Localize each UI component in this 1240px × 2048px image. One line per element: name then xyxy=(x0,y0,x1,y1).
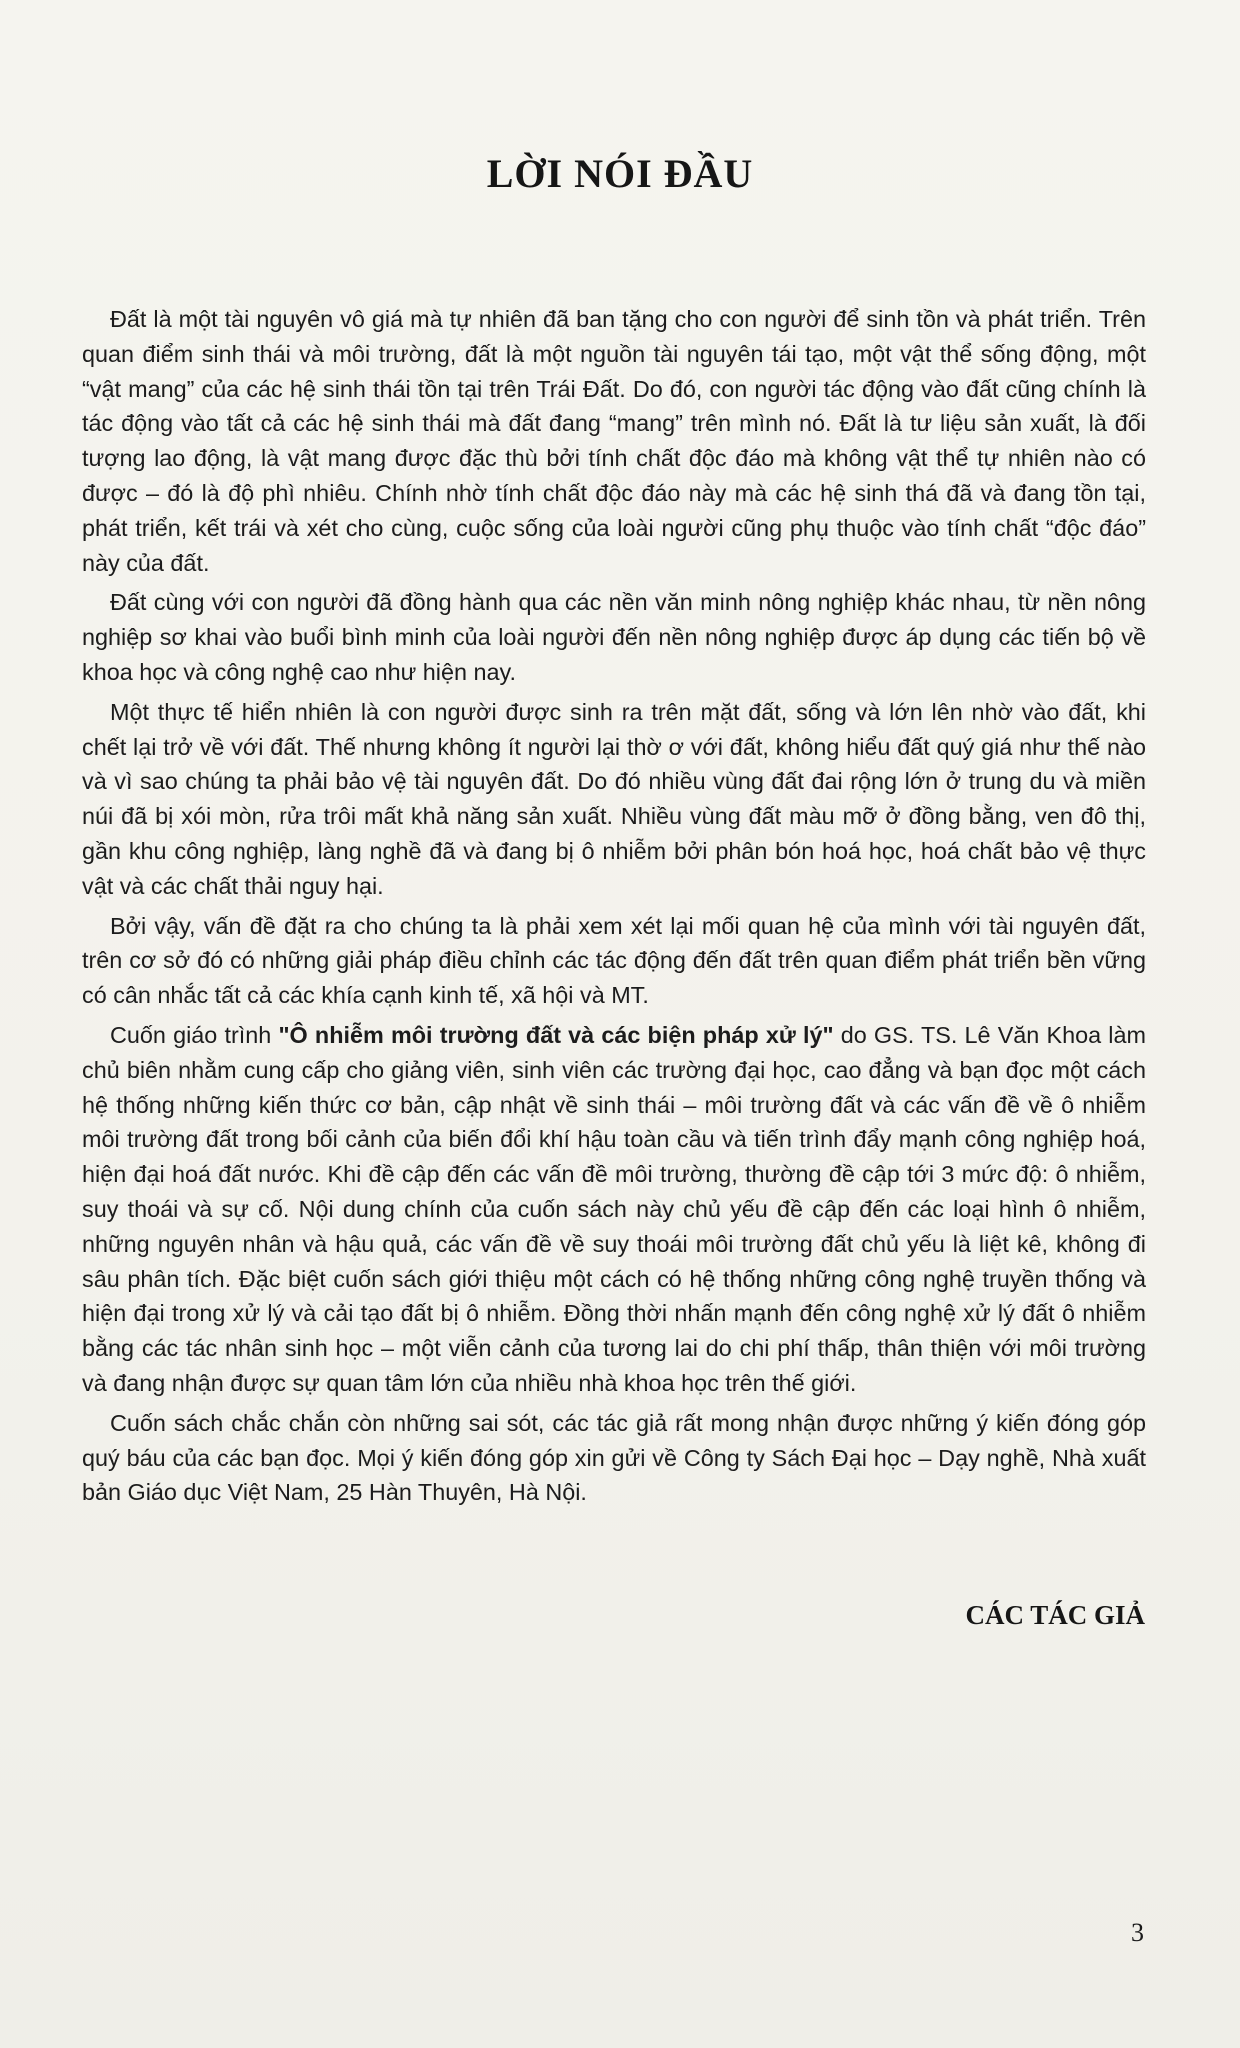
paragraph-3: Một thực tế hiển nhiên là con người được sinh ra trên mặt đất, sống và lớn lên nhờ vào đất, khi chết lại trở về với đất. Thế nhưng không ít người lại thờ ơ với đất, không hiểu đất quý giá như thế nào và vì sao chúng ta phải bảo vệ tài nguyên đất. Do đó nhiều vùng đất đai rộng lớn ở trung du và miền núi đã bị xói mòn, rửa trôi mất khả năng sản xuất. Nhiều vùng đất màu mỡ ở đồng bằng, ven đô thị, gần khu công nghiệp, làng nghề đã và đang bị ô nhiễm bởi phân bón hoá học, hoá chất bảo vệ thực vật và các chất thải nguy hại. xyxy=(82,698,1146,899)
book-title: "Ô nhiễm môi trường đất và các biện pháp xử lý" xyxy=(278,1021,834,1048)
paragraph-1: Đất là một tài nguyên vô giá mà tự nhiên đã ban tặng cho con người để sinh tồn và phát triển. Trên quan điểm sinh thái và môi trường, đất là một nguồn tài nguyên tái tạo, một vật thể sống động, một “vật mang” của các hệ sinh thái tồn tại trên Trái Đất. Do đó, con người tác động vào đất cũng chính là tác động vào tất cả các hệ sinh thái mà đất đang “mang” trên mình nó. Đất là tư liệu sản xuất, là đối tượng lao động, là vật mang được đặc thù bởi tính chất độc đáo mà không vật thể tự nhiên nào có được – đó là độ phì nhiêu. Chính nhờ tính chất độc đáo này mà các hệ sinh thá đã và đang tồn tại, phát triển, kết trái và xét cho cùng, cuộc sống của loài người cũng phụ thuộc vào tính chất “độc đáo” này của đất. xyxy=(82,306,1146,576)
authors-signature: CÁC TÁC GIẢ xyxy=(965,1600,1145,1630)
paragraph-6: Cuốn sách chắc chắn còn những sai sót, các tác giả rất mong nhận được những ý kiến đóng góp quý báu của các bạn đọc. Mọi ý kiến đóng góp xin gửi về Công ty Sách Đại học – Dạy nghề, Nhà xuất bản Giáo dục Việt Nam, 25 Hàn Thuyên, Hà Nội. xyxy=(82,1409,1146,1506)
paragraph-5 xyxy=(82,1018,1146,1401)
page-title: LỜI NÓI ĐẦU xyxy=(486,151,754,196)
paragraph-5-intro: Cuốn giáo trình xyxy=(110,1021,279,1048)
paragraph-4: Bởi vậy, vấn đề đặt ra cho chúng ta là phải xem xét lại mối quan hệ của mình với tài nguyên đất, trên cơ sở đó có những giải pháp điều chỉnh các tác động đến đất trên quan điểm phát triển bền vững có cân nhắc tất cả các khía cạnh kinh tế, xã hội và MT. xyxy=(82,912,1146,1009)
page-number: 3 xyxy=(1131,1918,1144,1947)
preface-body xyxy=(82,302,1146,1515)
paragraph-5-rest: do GS. TS. Lê Văn Khoa làm chủ biên nhằm cung cấp cho giảng viên, sinh viên các trường đại học, cao đẳng và bạn đọc một cách hệ thống những kiến thức cơ bản, cập nhật về sinh thái – môi trường đất và các vấn đề về ô nhiễm môi trường đất trong bối cảnh của biến đổi khí hậu toàn cầu và tiến trình đẩy mạnh công nghiệp hoá, hiện đại hoá đất nước. Khi đề cập đến các vấn đề môi trường, thường đề cập tới 3 mức độ: ô nhiễm, suy thoái và sự cố. Nội dung chính của cuốn sách này chủ yếu đề cập đến các loại hình ô nhiễm, những nguyên nhân và hậu quả, các vấn đề về suy thoái môi trường đất chủ yếu là liệt kê, không đi sâu phân tích. Đặc biệt cuốn sách giới thiệu một cách có hệ thống những công nghệ truyền thống và hiện đại trong xử lý và cải tạo đất bị ô nhiễm. Đồng thời nhấn mạnh đến công nghệ xử lý đất ô nhiễm bằng các tác nhân sinh học – một viễn cảnh của tương lai do chi phí thấp, thân thiện với môi trường và đang nhận được sự quan tâm lớn của nhiều nhà khoa học trên thế giới. xyxy=(82,1021,1146,1396)
paragraph-2: Đất cùng với con người đã đồng hành qua các nền văn minh nông nghiệp khác nhau, từ nền nông nghiệp sơ khai vào buổi bình minh của loài người đến nền nông nghiệp được áp dụng các tiến bộ về khoa học và công nghệ cao như hiện nay. xyxy=(82,589,1146,685)
